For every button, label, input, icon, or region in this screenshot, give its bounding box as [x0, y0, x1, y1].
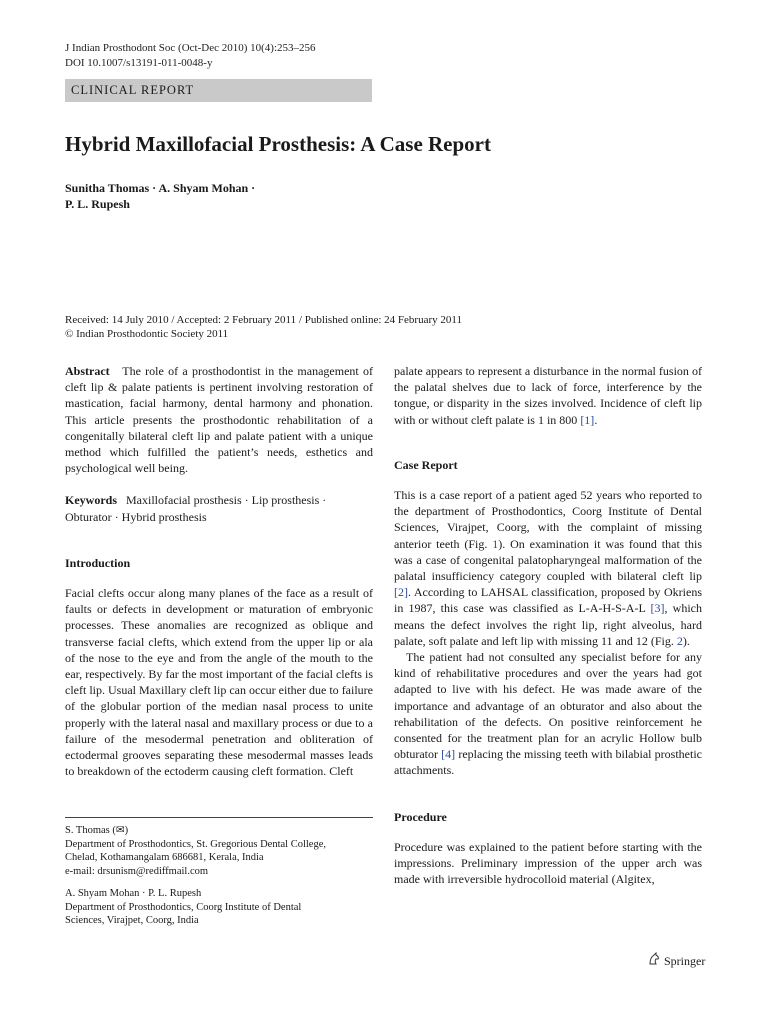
intro-continued: [394, 363, 702, 428]
left-column: [65, 363, 373, 779]
affiliation-1-name: S. Thomas (✉): [65, 825, 129, 836]
keywords-label: Keywords: [65, 493, 117, 508]
article-history: [65, 313, 462, 341]
intro-continued-end: .: [594, 412, 598, 427]
affiliation-2-name: A. Shyam Mohan · P. L. Rupesh: [65, 888, 202, 899]
footnote-rule: [65, 817, 373, 818]
affiliation-1-email: e-mail: drsunism@rediffmail.com: [65, 865, 209, 877]
fig-link-1[interactable]: 1: [492, 536, 499, 551]
article-title: Hybrid Maxillofacial Prosthesis: A Case Report: [65, 132, 491, 156]
affiliation-2-line2: Sciences, Virajpet, Coorg, India: [65, 915, 199, 926]
publisher-name: Springer: [664, 953, 706, 968]
case-report-paragraph-2: [394, 649, 702, 779]
case-report-text-c: . According to LAHSAL classification, proposed by Okriens in 1987, this case was classified as L-A-H-S-A-L: [394, 585, 702, 616]
fig-link-2[interactable]: 2: [676, 633, 683, 648]
introduction-text: Facial clefts occur along many planes of the face as a result of faults or defects in development or maturation of embryonic processes. These anomalies are recognized as oblique and transverse facial clefts, which extend from the upper lip or ala of the nose to the eye and from the angle of the mouth to the ear, respectively. By far the most important of the facial clefts is cleft lip. Usual Maxillary cleft lip can occur either due to failure of the globular portion of the median nasal process to unite properly with the lateral nasal and maxillary process or due to a failure of the mesodermal penetration and obliteration of ectodermal grooves separating these mesodermal masses leads to breakdown of the ectoderm causing cleft formation. Cleft: [65, 586, 373, 779]
affiliation-2-line1: Department of Prosthodontics, Coorg Institute of Dental: [65, 901, 302, 913]
section-banner: CLINICAL REPORT: [65, 79, 372, 102]
case-report-p2-text-b: replacing the missing teeth with bilabial prosthetic attachments.: [394, 747, 702, 778]
abstract-text: The role of a prosthodontist in the management of cleft lip & palate patients is pertinent involving restoration of mastication, facial harmony, dental harmony and phonation. This article presents the prosthodontic rehabilitation of a congenitally bilateral cleft lip and palate patient with a unique method which fulfilled the patient’s needs, esthetics and psychological well being.: [65, 364, 373, 476]
journal-citation: J Indian Prosthodont Soc (Oct-Dec 2010) 10(4):253–256: [65, 42, 316, 54]
keywords: [65, 492, 373, 524]
case-report-text-a: This is a case report of a patient aged 52 years who reported to the department of Prosthodontics, Coorg Institute of Dental Sciences, Virajpet, Coorg, with the complaint of missing anterior teeth (Fig.: [394, 488, 702, 551]
author-line-2: P. L. Rupesh: [65, 197, 130, 211]
ref-link-3[interactable]: [3]: [650, 601, 665, 616]
intro-continued-text: palate appears to represent a disturbance in the normal fusion of the palatal shelves due to lack of force, interference by the tongue, or disparity in the sizes involved. Incidence of cleft lip with or without cleft palate is 1 in 800: [394, 364, 702, 427]
ref-link-2[interactable]: [2]: [394, 585, 408, 600]
case-report-paragraph-1: [394, 487, 702, 649]
affiliation-1: [65, 824, 326, 878]
case-report-text-e: ).: [682, 633, 690, 648]
case-report-heading: Case Report: [394, 457, 458, 472]
ref-link-4[interactable]: [4]: [441, 747, 456, 762]
author-line-1: Sunitha Thomas · A. Shyam Mohan ·: [65, 181, 256, 195]
copyright: © Indian Prosthodontic Society 2011: [65, 328, 229, 340]
introduction-heading: Introduction: [65, 555, 131, 570]
ref-link-1[interactable]: [1]: [580, 412, 595, 427]
procedure-heading: Procedure: [394, 809, 447, 824]
doi: DOI 10.1007/s13191-011-0048-y: [65, 57, 213, 69]
history-dates: Received: 14 July 2010 / Accepted: 2 February 2011 / Published online: 24 February 2011: [65, 314, 462, 326]
abstract-label: Abstract: [65, 364, 110, 378]
right-column: [394, 363, 702, 887]
case-report-p2-text-a: The patient had not consulted any specialist before for any kind of rehabilitative procedures and over the years had got adapted to live with his defect. He was made aware of the importance and advantage of an obturator and also about the rehabilitation of the defects. On positive reinforcement he consented for the treatment plan for an acrylic Hollow bulb obturator: [394, 650, 702, 762]
affiliation-2: [65, 887, 301, 928]
author-list: [65, 180, 255, 212]
case-report-text-b: ). On examination it was found that this was a case of congenital palatopharyngeal malformation of the palatal insufficiency category coupled with bilateral cleft lip: [394, 536, 703, 584]
case-report-text-d: , which means the defect involves the right lip, right alveolus, hard palate, soft palate and left lip with missing 11 and 12 (Fig.: [394, 601, 702, 648]
springer-horse-icon: [647, 952, 661, 970]
keywords-text: Maxillofacial prosthesis · Lip prosthesis · Obturator · Hybrid prosthesis: [65, 493, 327, 524]
affiliation-1-line1: Department of Prosthodontics, St. Gregorious Dental College,: [65, 838, 326, 850]
affiliation-1-line2: Chelad, Kothamangalam 686681, Kerala, India: [65, 852, 264, 863]
abstract: [65, 363, 373, 476]
publisher-logo: [647, 952, 705, 970]
procedure-text: Procedure was explained to the patient before starting with the impressions. Preliminary impression of the upper arch was made with irreversible hydrocolloid material (Algitex,: [394, 839, 702, 887]
